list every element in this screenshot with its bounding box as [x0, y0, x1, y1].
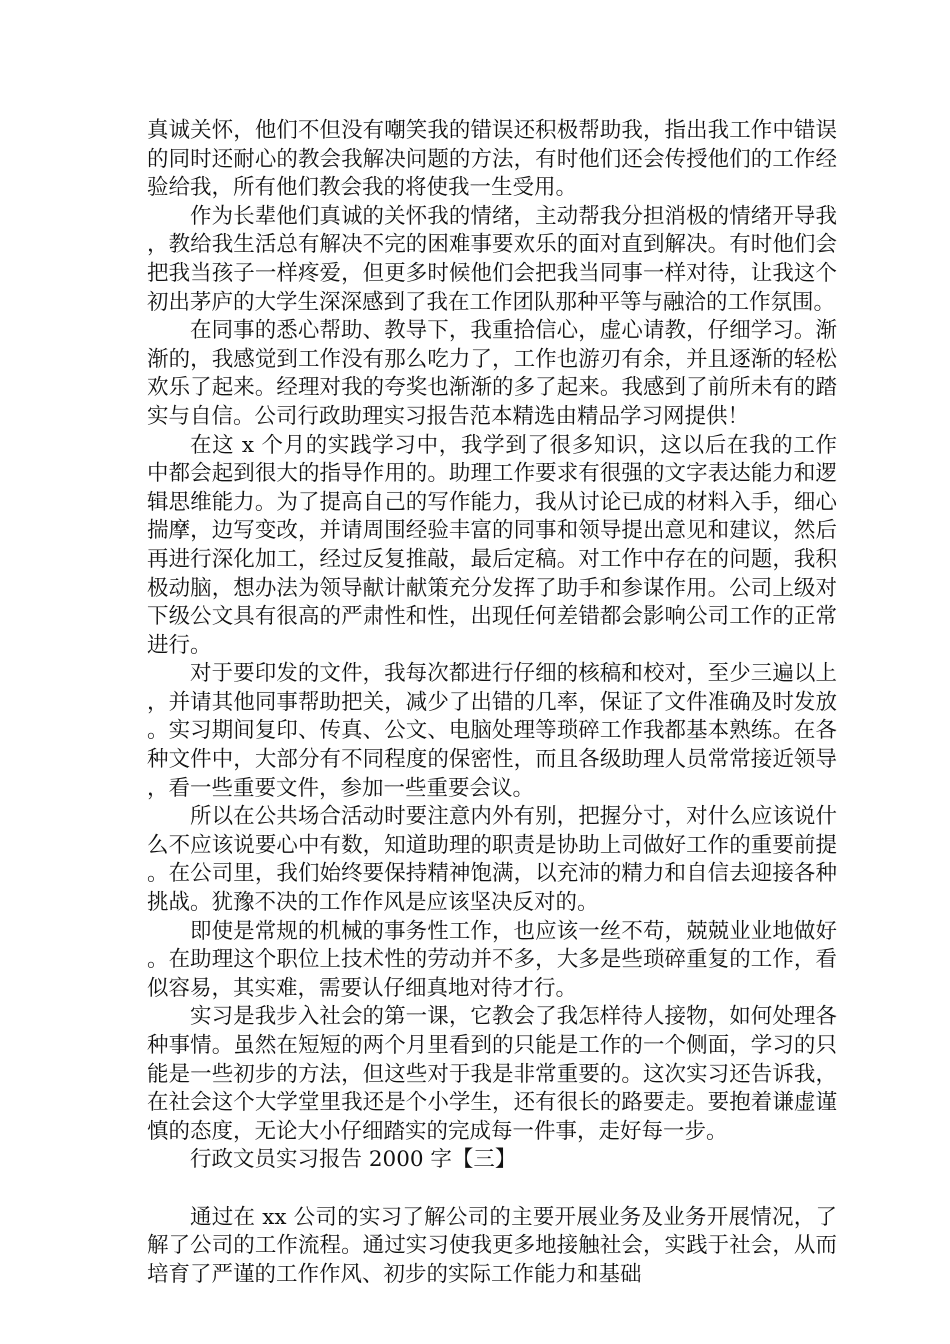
paragraph: 即使是常规的机械的事务性工作，也应该一丝不苟，兢兢业业地做好。在助理这个职位上技术性的劳动并不多，大多是些琐碎重复的工作，看似容易，其实难，需要认仔细真地对待才行。 — [147, 918, 837, 1001]
paragraph: 对于要印发的文件，我每次都进行仔细的核稿和校对，至少三遍以上，并请其他同事帮助把关，减少了出错的几率，保证了文件准确及时发放。实习期间复印、传真、公文、电脑处理等琐碎工作我都基本熟练。在各种文件中，大部分有不同程度的保密性，而且各级助理人员常常接近领导，看一些重要文件，参加一些重要会议。 — [147, 661, 837, 801]
paragraph: 在同事的悉心帮助、教导下，我重拾信心，虚心请教，仔细学习。渐渐的，我感觉到工作没有那么吃力了，工作也游刃有余，并且逐渐的轻松欢乐了起来。经理对我的夸奖也渐渐的多了起来。我感到了前所未有的踏实与自信。公司行政助理实习报告范本精选由精品学习网提供！ — [147, 318, 837, 429]
paragraph: 在这 x 个月的实践学习中，我学到了很多知识，这以后在我的工作中都会起到很大的指导作用的。助理工作要求有很强的文字表达能力和逻辑思维能力。为了提高自己的写作能力，我从讨论已成的材料入手，细心揣摩，边写变改，并请周围经验丰富的同事和领导提出意见和建议，然后再进行深化加工，经过反复推敲，最后定稿。对工作中存在的问题，我积极动脑，想办法为领导献计献策充分发挥了助手和参谋作用。公司上级对下级公文具有很高的严肃性和性，出现任何差错都会影响公司工作的正常进行。 — [147, 432, 837, 658]
paragraph: 作为长辈他们真诚的关怀我的情绪，主动帮我分担消极的情绪开导我，教给我生活总有解决不完的困难事要欢乐的面对直到解决。有时他们会把我当孩子一样疼爱，但更多时候他们会把我当同事一样对待，让我这个初出茅庐的大学生深深感到了我在工作团队那种平等与融洽的工作氛围。 — [147, 203, 837, 315]
paragraph: 真诚关怀，他们不但没有嘲笑我的错误还积极帮助我，指出我工作中错误的同时还耐心的教会我解决问题的方法，有时他们还会传授他们的工作经验给我，所有他们教会我的将使我一生受用。 — [147, 118, 837, 201]
section-heading: 行政文员实习报告 2000 字【三】 — [190, 1147, 517, 1173]
paragraph: 通过在 xx 公司的实习了解公司的主要开展业务及业务开展情况，了解了公司的工作流程。通过实习使我更多地接触社会，实践于社会，从而培育了严谨的工作作风、初步的实际工作能力和基础 — [147, 1204, 837, 1287]
blank-line — [147, 1175, 837, 1204]
document-body — [147, 117, 837, 1289]
paragraph: 所以在公共场合活动时要注意内外有别，把握分寸，对什么应该说什么不应该说要心中有数，知道助理的职责是协助上司做好工作的重要前提。在公司里，我们始终要保持精神饱满，以充沛的精力和自信去迎接各种挑战。犹豫不决的工作作风是应该坚决反对的。 — [147, 804, 837, 916]
paragraph: 实习是我步入社会的第一课，它教会了我怎样待人接物，如何处理各种事情。虽然在短短的两个月里看到的只能是工作的一个侧面，学习的只能是一些初步的方法，但这些对于我是非常重要的。这次实习还告诉我，在社会这个大学堂里我还是个小学生，还有很长的路要走。要抱着谦虚谨慎的态度，无论大小仔细踏实的完成每一件事，走好每一步。 — [147, 1004, 837, 1144]
